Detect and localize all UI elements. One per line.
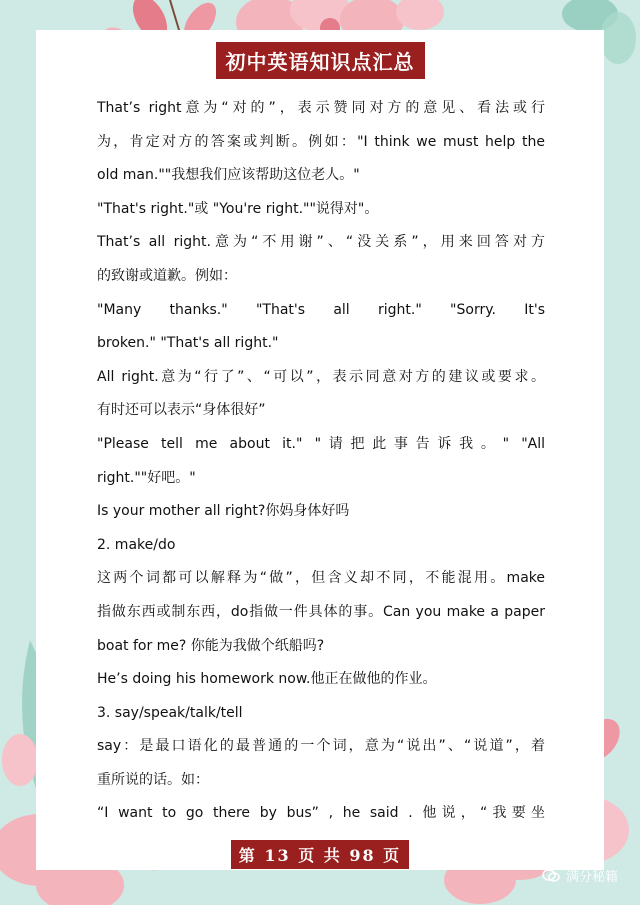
page-number-label: 第 13 页 共 98 页 [231, 840, 409, 869]
text-line: old man.""我想我们应该帮助这位老人。" [97, 167, 360, 184]
document-body [97, 92, 545, 831]
text-line: All right.意为“行了”、“可以”，表示同意对方的建议或要求。 [97, 368, 545, 385]
watermark [542, 866, 618, 885]
text-line: broken." "That's all right." [97, 335, 279, 352]
section-heading: 2. make/do [97, 536, 176, 553]
text-line: "Please tell me about it." "请把此事告诉我。" "All [97, 435, 545, 452]
footer-banner [0, 840, 640, 869]
text-line: Is your mother all right?你妈身体好吗 [97, 503, 350, 520]
text-line: right.""好吧。" [97, 469, 196, 486]
text-line: "Many thanks." "That's all right." "Sorry. It's [97, 301, 545, 318]
text-line: boat for me? 你能为我做个纸船吗? [97, 637, 325, 654]
text-line: 为，肯定对方的答案或判断。例如："I think we must help the [97, 133, 545, 150]
text-line: "That's right."或 "You're right.""说得对"。 [97, 200, 379, 217]
text-line: 指做东西或制东西，do指做一件具体的事。Can you make a paper [97, 603, 545, 620]
title-banner [0, 42, 640, 79]
text-line: 重所说的话。如： [97, 771, 209, 788]
text-line: 这两个词都可以解释为“做”，但含义却不同，不能混用。make [97, 570, 545, 587]
text-line: He’s doing his homework now.他正在做他的作业。 [97, 671, 437, 688]
text-line: “I want to go there by bus” , he said . 他说，“我要坐 [97, 805, 545, 822]
section-heading: 3. say/speak/talk/tell [97, 704, 243, 721]
page-title: 初中英语知识点汇总 [216, 42, 425, 79]
watermark-text: 满分秘籍 [565, 870, 618, 885]
text-line: 的致谢或道歉。例如： [97, 267, 237, 284]
chat-bubbles-icon [542, 869, 560, 883]
text-line: 有时还可以表示“身体很好” [97, 402, 266, 419]
text-line: That’s right意为“对的”，表示赞同对方的意见、看法或行 [97, 100, 545, 116]
text-line: That’s all right.意为“不用谢”、“没关系”，用来回答对方 [97, 234, 545, 251]
text-line: say：是最口语化的最普通的一个词，意为“说出”、“说道”，着 [97, 738, 545, 755]
